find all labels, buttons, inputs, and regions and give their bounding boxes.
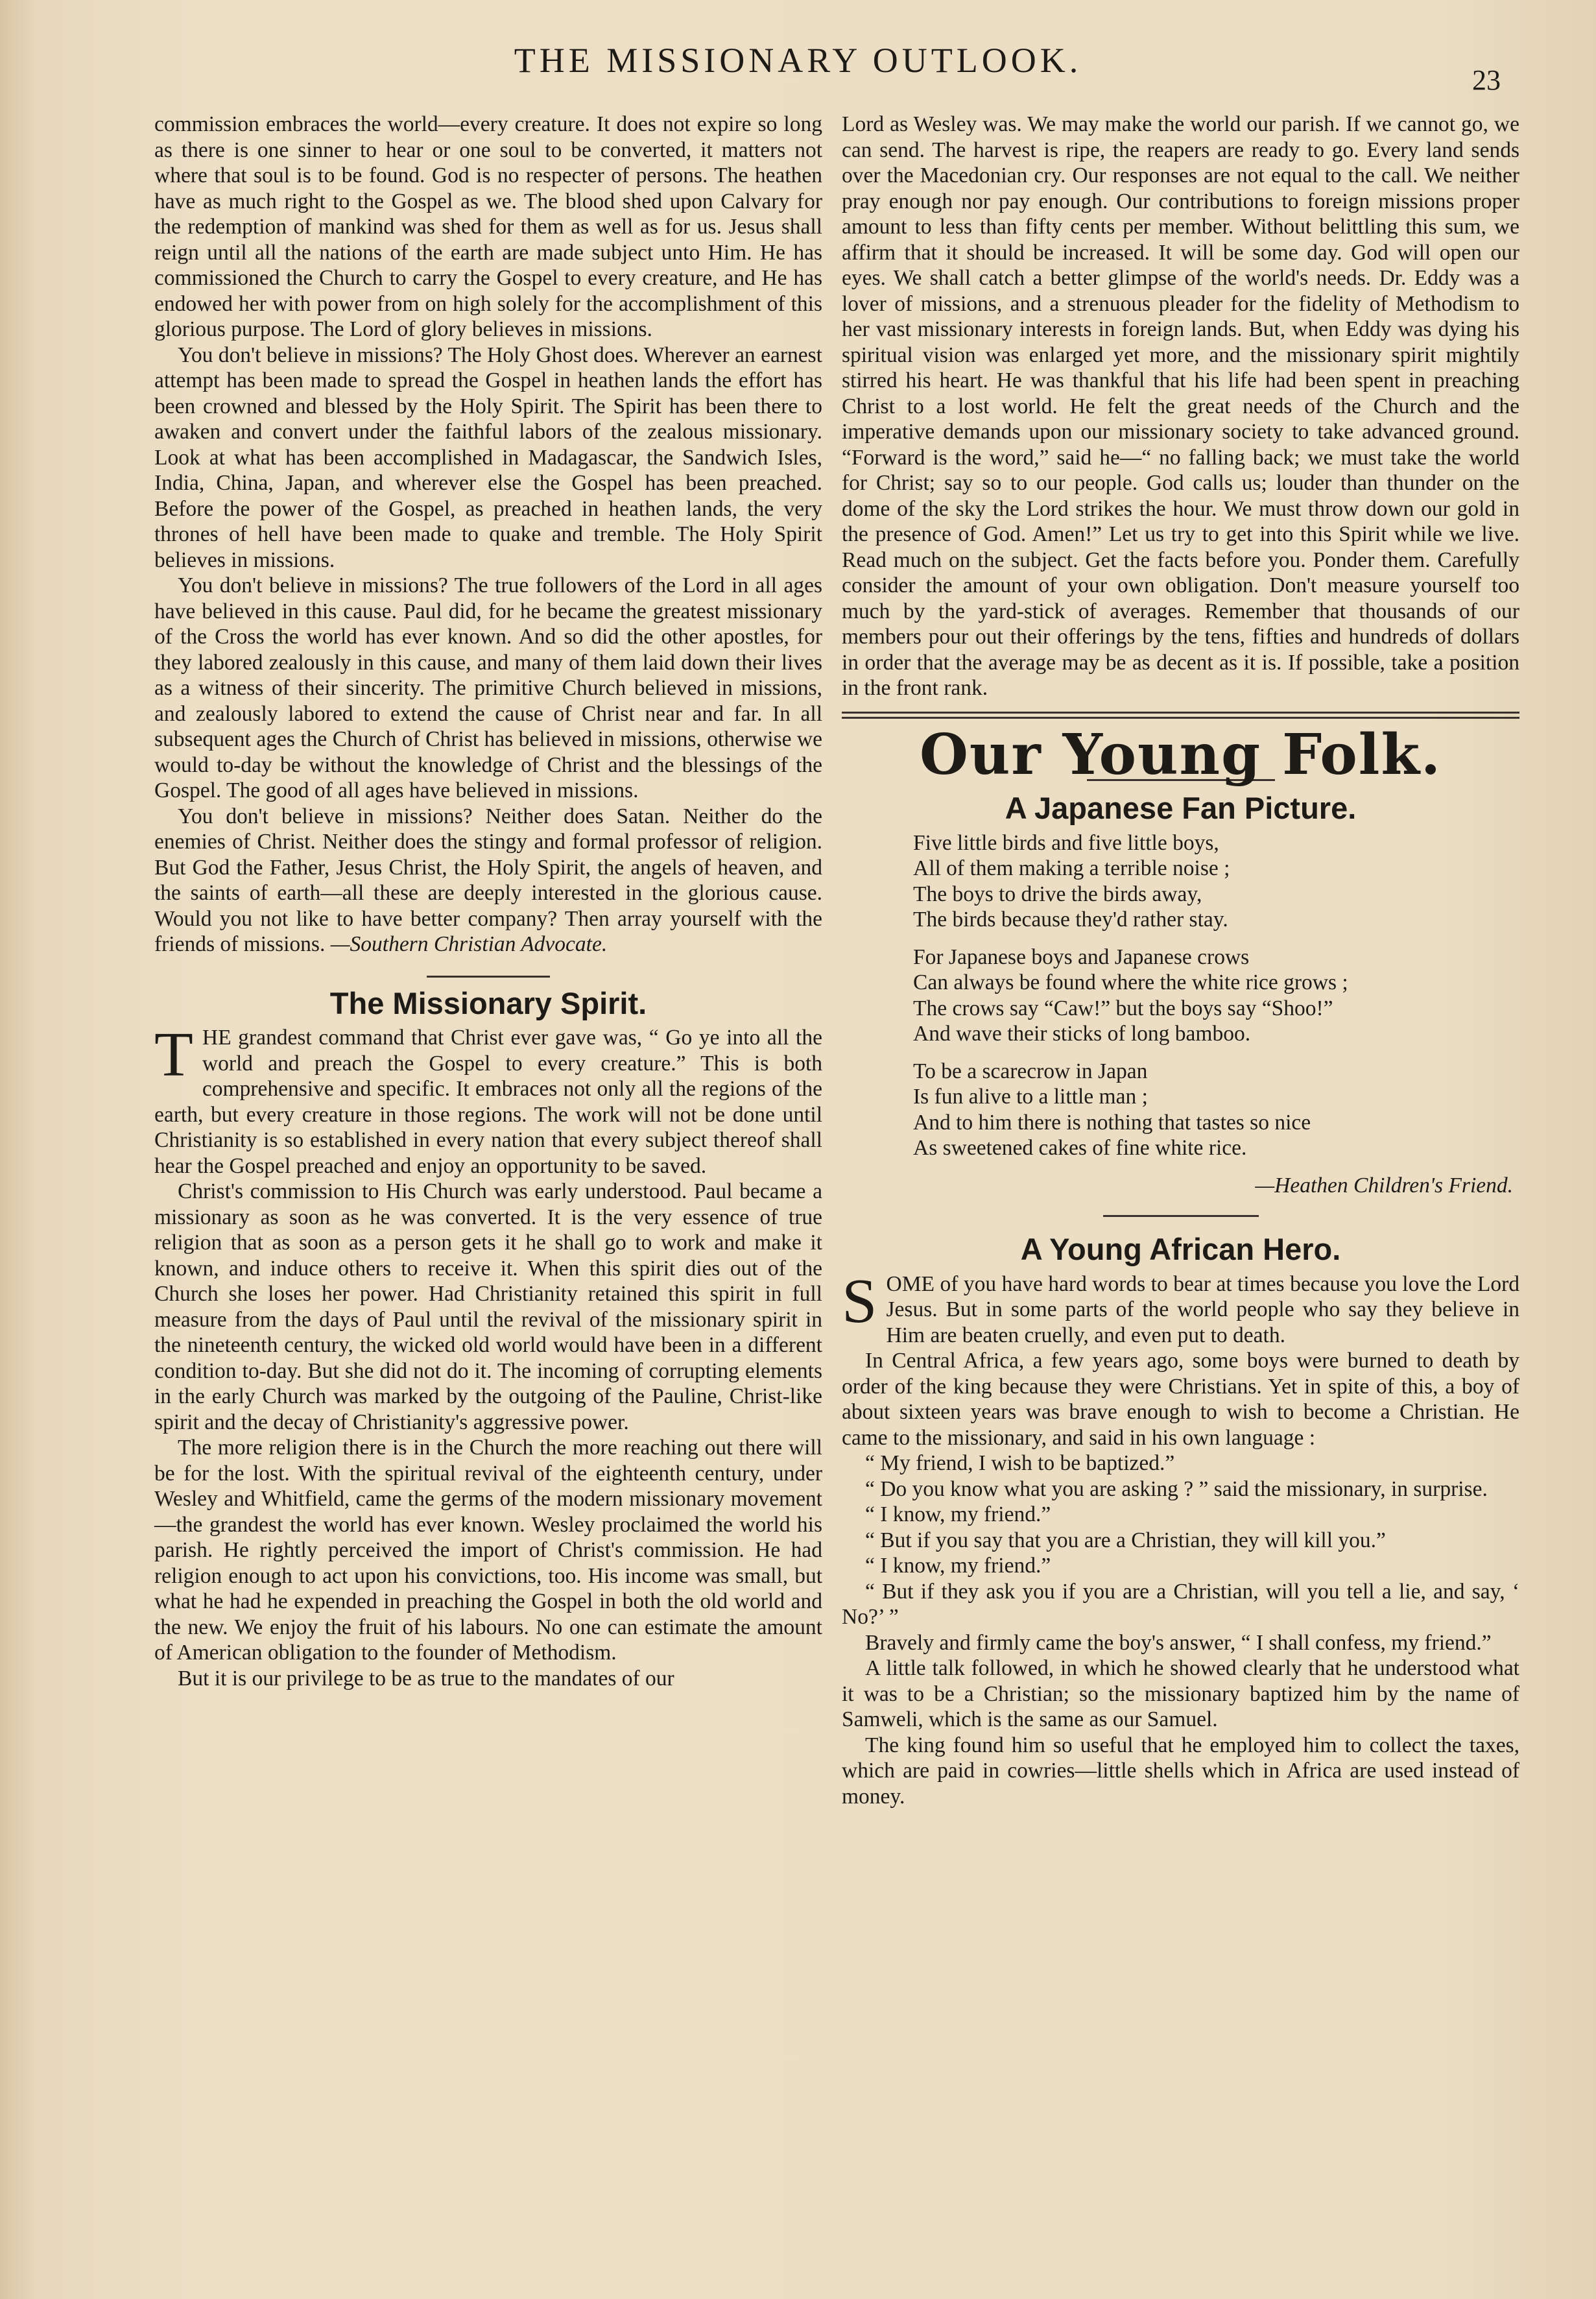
story-title: A Young African Hero. <box>1020 1232 1341 1266</box>
running-header: THE MISSIONARY OUTLOOK. <box>514 41 1082 80</box>
article-paragraph: Christ's commission to His Church was early understood. Paul became a missionary as soon as he was converted. It is the very essence of true religion that as soon as a person gets it he shall go to work and make it known, and induce others to receive it. When this spirit dies out of the Church she loses her power. Had Christianity retained this spirit in full measure from the days of Paul until the revival of the missionary spirit in the nineteenth century, the wicked old world would have been in a different condition to-day. But she did not do it. The incoming of corrupting elements in the early Church was marked by the outgoing of the Pauline, Christ-like spirit and the decay of Christianity's aggressive power. <box>154 1179 822 1434</box>
poem-line: For Japanese boys and Japanese crows <box>913 945 1250 969</box>
poem-attribution: —Heathen Children's Friend. <box>1255 1173 1513 1198</box>
poem-line: Five little birds and five little boys, <box>913 830 1219 855</box>
story-dialogue: “ But if they ask you if you are a Christian, will you tell a lie, and say, ‘ No?’ ” <box>842 1579 1519 1629</box>
story-dialogue: “ I know, my friend.” <box>865 1554 1051 1578</box>
poem-stanza <box>913 1059 1519 1161</box>
section-divider <box>427 976 550 978</box>
poem-line: To be a scarecrow in Japan <box>913 1059 1148 1083</box>
paragraph-text: OME of you have hard words to bear at times because you love the Lord Jesus. But in some parts of the world people who say they believe in Him are beaten cruelly, and even put to death. <box>886 1271 1519 1347</box>
article-paragraph: The more religion there is in the Church the more reaching out there will be for the lost. With the spiritual revival of the eighteenth century, under Wesley and Whitfield, came the germs of the modern missionary movement—the grandest the world has ever known. Wesley proclaimed the world his parish. He rightly perceived the import of Christ's commission. He had religion enough to act upon his convictions, too. His income was small, but what he had he expended in preaching the Gospel in both the old world and the new. We enjoy the fruit of his labours. No one can estimate the amount of American obligation to the founder of Methodism. <box>154 1436 822 1665</box>
story-paragraph: The king found him so useful that he employed him to collect the taxes, which are paid in cowries—little shells which in Africa are used instead of money. <box>842 1733 1519 1809</box>
paragraph-text: HE grandest command that Christ ever gave was, “ Go ye into all the world and preach the Gospel to every creature.” This is both comprehensive and specific. It embraces not only all the regions of the earth, but every creature in those regions. The work will not be done until Christianity is so established in every nation that every subject thereof shall hear the Gospel preached and enjoy an opportunity to be saved. <box>154 1026 822 1178</box>
story-paragraph: In Central Africa, a few years ago, some boys were burned to death by order of the king because they were Christians. Yet in spite of this, a boy of about sixteen years was brave enough to wish to become a Christian. He came to the missionary, and said in his own language : <box>842 1349 1519 1450</box>
poem-title: A Japanese Fan Picture. <box>1005 791 1357 825</box>
article-paragraph: commission embraces the world—every creature. It does not expire so long as there is one sinner to hear or one soul to be converted, it matters not where that soul is to be found. God is no respecter of persons. The heathen have as much right to the Gospel as we. The blood shed upon Calvary for the redemption of mankind was shed for them as well as for us. Jesus shall reign until all the nations of the earth are made subject unto Him. He has commissioned the Church to carry the Gospel to every creature, and He has endowed her with power from on high solely for the accomplishment of this glorious purpose. The Lord of glory believes in missions. <box>154 112 822 341</box>
poem-line: Can always be found where the white rice grows ; <box>913 970 1348 994</box>
story-dialogue: “ But if you say that you are a Christian, they will kill you.” <box>865 1528 1386 1552</box>
story-paragraph: Bravely and firmly came the boy's answer, “ I shall confess, my friend.” <box>865 1630 1492 1655</box>
article-continuation: Lord as Wesley was. We may make the world our parish. If we cannot go, we can send. The harvest is ripe, the reapers are ready to go. Every land sends over the Macedonian cry. Our responses are not equal to the call. We neither pray enough nor pay enough. Our contributions to foreign missions proper amount to less than fifty cents per member. Without belittling this sum, we affirm that it should be increased. It will be some day. God will open our eyes. We shall catch a better glimpse of the world's needs. Dr. Eddy was a lover of missions, and a strenuous pleader for the fidelity of Methodism to her vast missionary interests in foreign lands. But, when Eddy was dying his spiritual vision was enlarged yet more, and the missionary spirit mightily stirred his heart. He was thankful that his life had been spent in preaching Christ to a lost world. He felt the great needs of the Church and the imperative demands upon our missionary society to take advanced ground. “Forward is the word,” said he—“ no falling back; we must take the world for Christ; say so to our people. God calls us; louder than thunder on the dome of the sky the Lord strikes the hour. We must throw down our gold in the presence of God. Amen!” Let us try to get into this Spirit while we live. Read much on the subject. Get the facts before you. Ponder them. Carefully consider the amount of your own obligation. Don't measure yourself too much by the yard-stick of averages. Remember that thousands of our members pour out their offerings by the tens, fifties and hundreds of dollars in order that the average may be as decent as it is. If possible, take a position in the front rank. <box>842 112 1519 700</box>
poem-stanza <box>913 830 1519 933</box>
poem-line: The crows say “Caw!” but the boys say “Shoo!” <box>913 996 1333 1020</box>
department-heading: Our Young Folk. <box>919 721 1442 788</box>
section-divider <box>1103 1215 1259 1217</box>
story-dialogue: “ My friend, I wish to be baptized.” <box>865 1451 1175 1475</box>
article-paragraph <box>154 1020 822 1179</box>
article-paragraph: You don't believe in missions? The true followers of the Lord in all ages have believed in this cause. Paul did, for he became the greatest missionary of the Cross the world has ever known. And so did the other apostles, for they labored zealously in this cause, and many of them laid down their lives as a witness of their sincerity. The primitive Church believed in missions, and zealously labored to extend the cause of Christ near and far. In all subsequent ages the Church of Christ has believed in missions, otherwise we would to-day be without the knowledge of Christ and the blessings of the Gospel. The good of all ages have believed in missions. <box>154 573 822 802</box>
story-dialogue: “ Do you know what you are asking ? ” said the missionary, in surprise. <box>865 1476 1488 1501</box>
section-heading: The Missionary Spirit. <box>329 985 647 1020</box>
drop-cap: T <box>154 1020 193 1090</box>
poem-line: All of them making a terrible noise ; <box>913 856 1230 880</box>
article-paragraph: But it is our privilege to be as true to the mandates of our <box>178 1666 674 1691</box>
page-number: 23 <box>1472 64 1501 96</box>
poem <box>913 830 1519 1161</box>
story-paragraph <box>842 1266 1519 1349</box>
article-paragraph: You don't believe in missions? The Holy Ghost does. Wherever an earnest attempt has been made to spread the Gospel in heathen lands the effort has been crowned and blessed by the Holy Spirit. The Spirit has been there to awaken and convert under the faithful labors of the zealous missionary. Look at what has been accomplished in Madagascar, the Sandwich Isles, India, China, Japan, and wherever else the Gospel has been preached. Before the power of the Gospel, as preached in heathen lands, the very thrones of hell have been made to quake and tremble. The Holy Spirit believes in missions. <box>154 343 822 572</box>
poem-line: And wave their sticks of long bamboo. <box>913 1022 1251 1046</box>
poem-line: And to him there is nothing that tastes so nice <box>913 1110 1311 1135</box>
right-column <box>842 112 1519 1809</box>
drop-cap: S <box>842 1266 877 1336</box>
left-column <box>154 112 822 1691</box>
story-paragraph: A little talk followed, in which he showed clearly that he understood what it was to be a Christian; so the missionary baptized him by the name of Samweli, which is the same as our Samuel. <box>842 1656 1519 1731</box>
story-dialogue: “ I know, my friend.” <box>865 1502 1051 1526</box>
poem-line: The boys to drive the birds away, <box>913 882 1202 906</box>
source-attribution: —Southern Christian Advocate. <box>330 932 608 956</box>
double-divider <box>842 712 1519 719</box>
closing-text: You don't believe in missions? Neither does Satan. Neither do the enemies of Christ. Neither does the stingy and formal professor of religion. But God the Father, Jesus Christ, the Holy Spirit, the angels of heaven, and the saints of earth—all these are deeply interested in the glorious cause. Would you not like to have better company? Then array yourself with the friends of missions. <box>154 804 822 956</box>
article-closing-paragraph <box>154 804 822 957</box>
poem-line: As sweetened cakes of fine white rice. <box>913 1136 1247 1160</box>
poem-line: The birds because they'd rather stay. <box>913 908 1228 932</box>
poem-line: Is fun alive to a little man ; <box>913 1085 1148 1109</box>
poem-stanza <box>913 945 1519 1047</box>
